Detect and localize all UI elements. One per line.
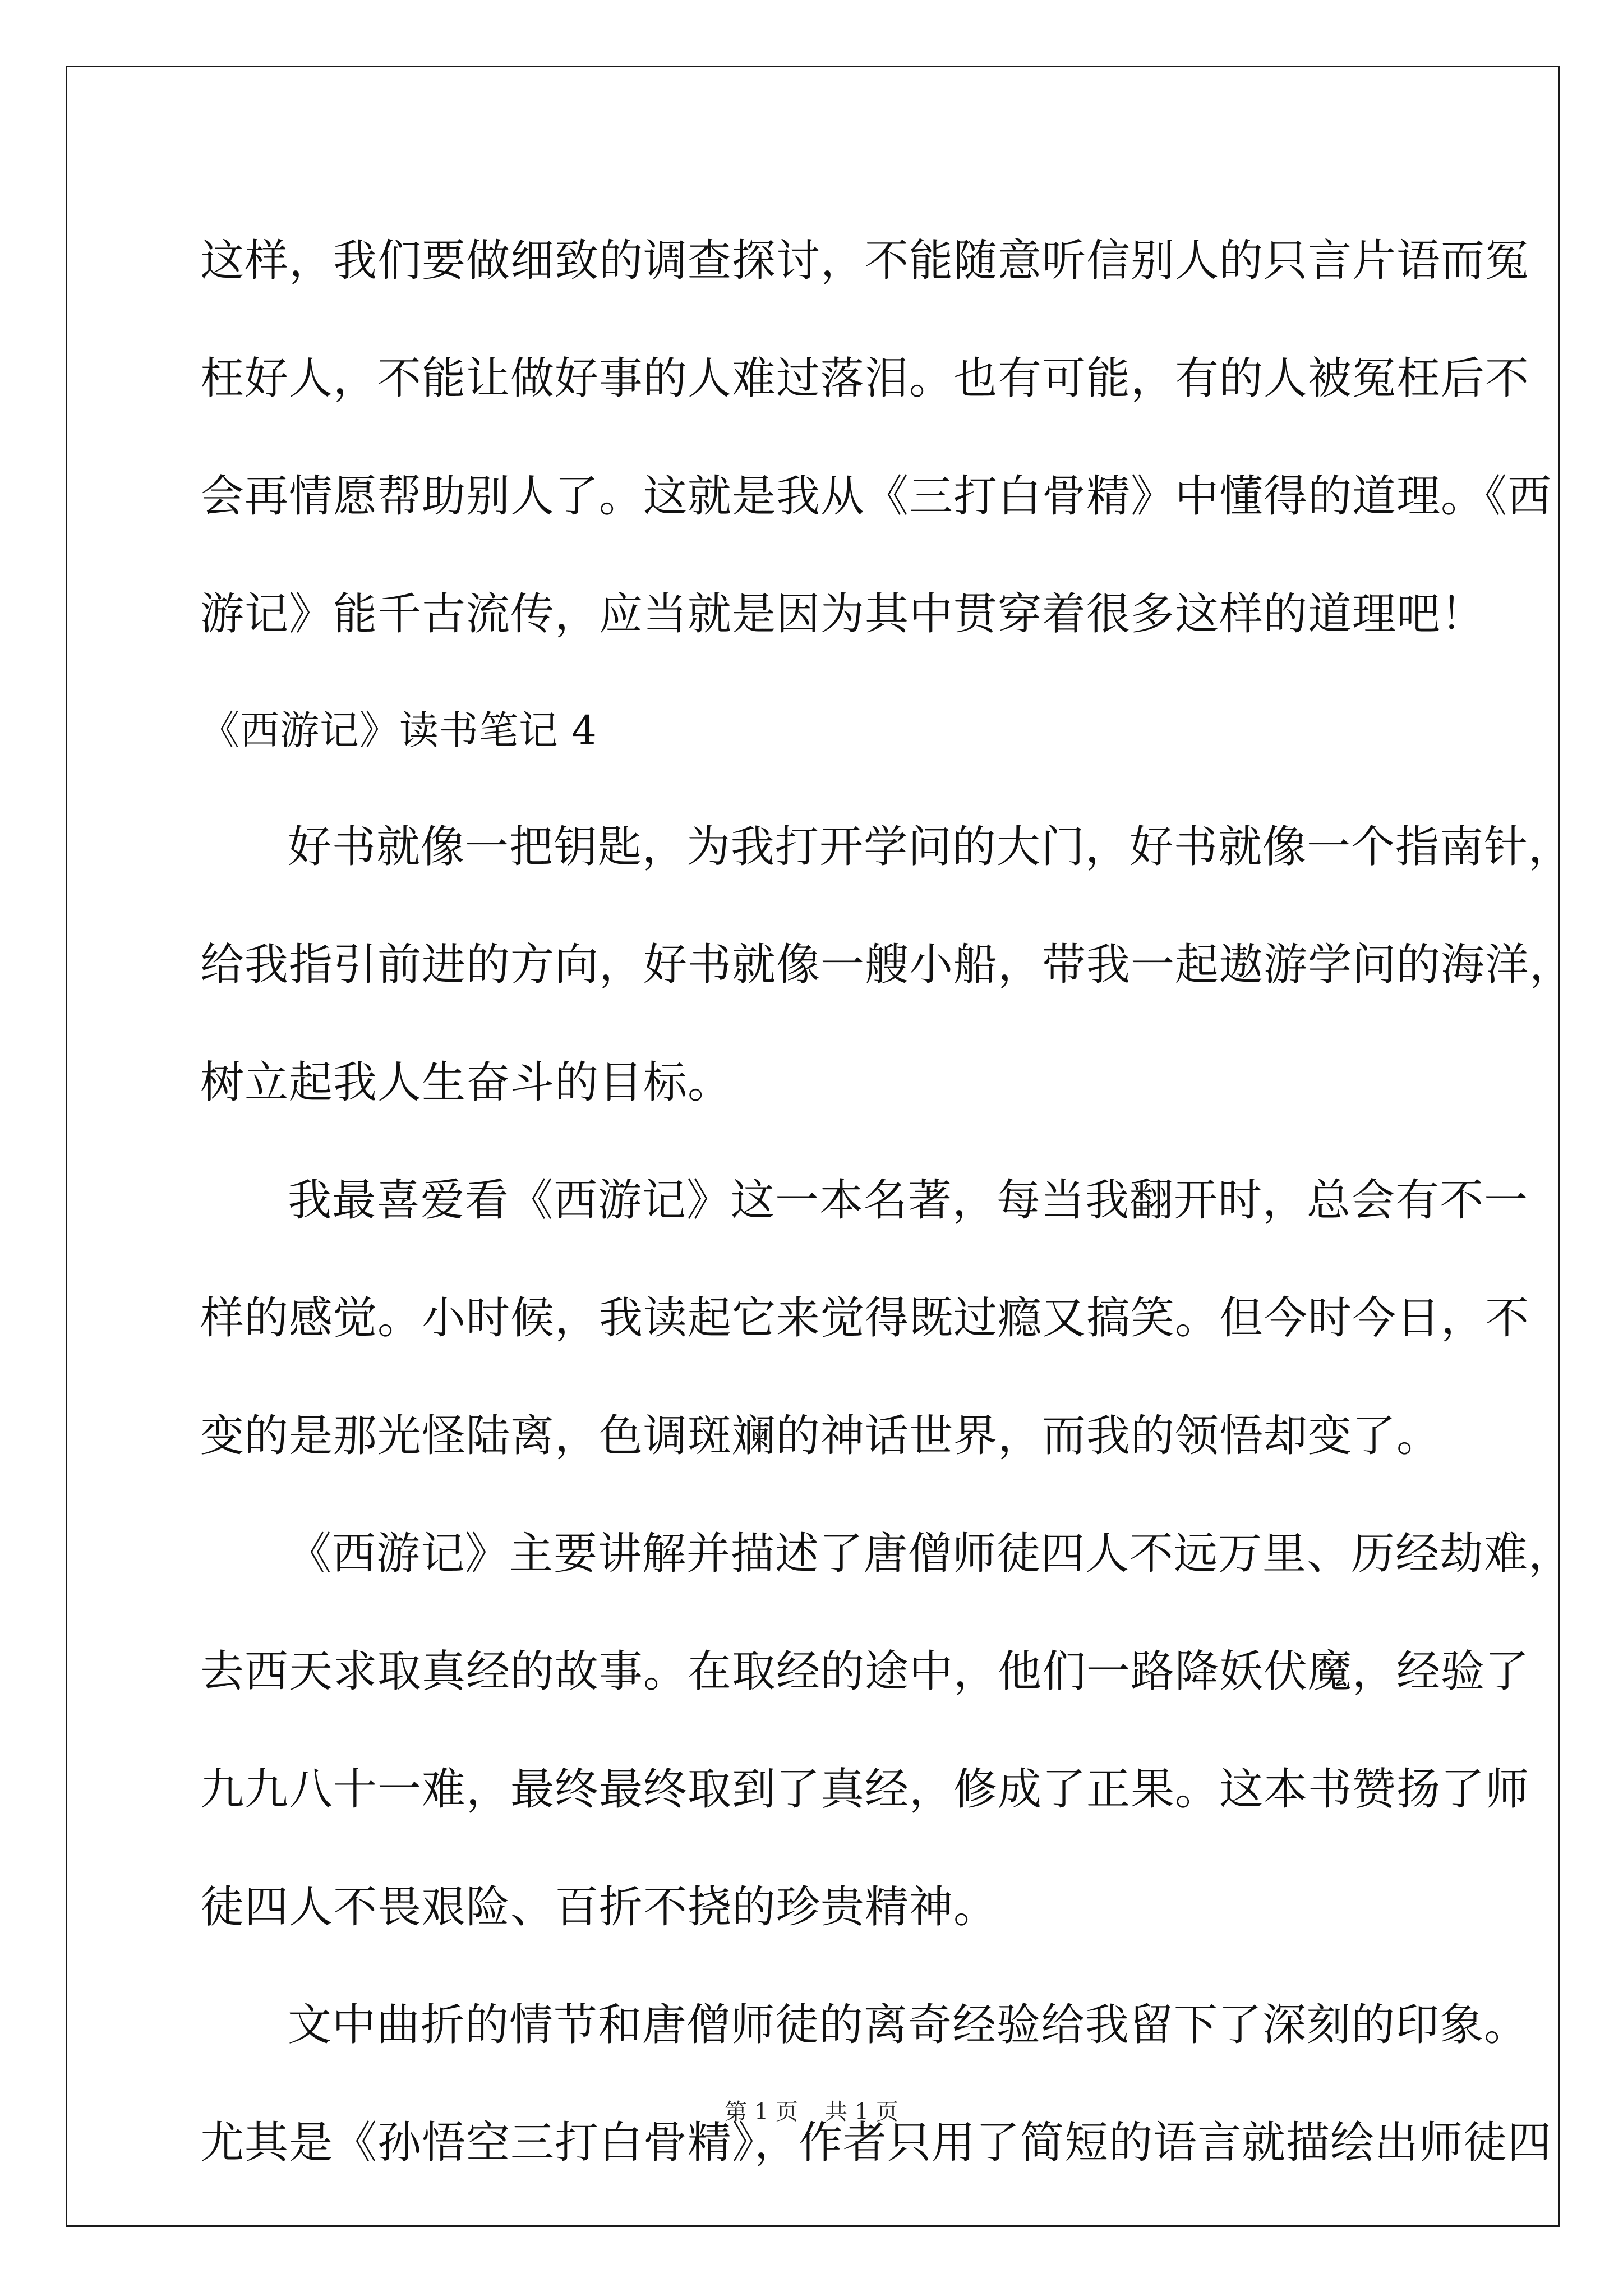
text-line: 给我指引前进的方向，好书就像一艘小船，带我一起遨游学问的海洋， — [200, 940, 1574, 990]
text-line: 变的是那光怪陆离，色调斑斓的神话世界，而我的领悟却变了。 — [200, 1411, 1441, 1461]
document-body — [200, 202, 1574, 2202]
text-line: 文中曲折的情节和唐僧师徒的离奇经验给我留下了深刻的印象。 — [288, 2000, 1529, 2050]
section-heading: 《西游记》读书笔记 4 — [200, 707, 597, 753]
text-line: 这样，我们要做细致的调查探讨，不能随意听信别人的只言片语而冤 — [200, 236, 1530, 286]
text-line: 游记》能千古流传，应当就是因为其中贯穿着很多这样的道理吧！ — [200, 589, 1486, 639]
page-footer — [0, 2095, 1623, 2129]
page-number: 第 1 页 — [725, 2099, 798, 2125]
text-line: 九九八十一难，最终最终取到了真经，修成了正果。这本书赞扬了师 — [200, 1764, 1530, 1815]
text-line: 《西游记》主要讲解并描述了唐僧师徒四人不远万里、历经劫难， — [288, 1529, 1573, 1579]
text-line: 去西天求取真经的故事。在取经的途中，他们一路降妖伏魔，经验了 — [200, 1646, 1530, 1697]
text-line: 枉好人，不能让做好事的人难过落泪。也有可能，有的人被冤枉后不 — [200, 353, 1530, 404]
text-line: 我最喜爱看《西游记》这一本名著，每当我翻开时，总会有不一 — [288, 1175, 1529, 1226]
page-total: 共 1 页 — [825, 2099, 898, 2125]
text-line: 好书就像一把钥匙，为我打开学问的大门，好书就像一个指南针， — [288, 822, 1573, 872]
text-line: 尤其是《孙悟空三打白骨精》，作者只用了简短的语言就描绘出师徒四 — [200, 2118, 1552, 2168]
text-line: 样的感觉。小时候，我读起它来觉得既过瘾又搞笑。但今时今日，不 — [200, 1293, 1530, 1343]
text-line: 树立起我人生奋斗的目标。 — [200, 1057, 732, 1108]
text-line: 会再情愿帮助别人了。这就是我从《三打白骨精》中懂得的道理。《西 — [200, 471, 1552, 522]
text-line: 徒四人不畏艰险、百折不挠的珍贵精神。 — [200, 1882, 998, 1932]
